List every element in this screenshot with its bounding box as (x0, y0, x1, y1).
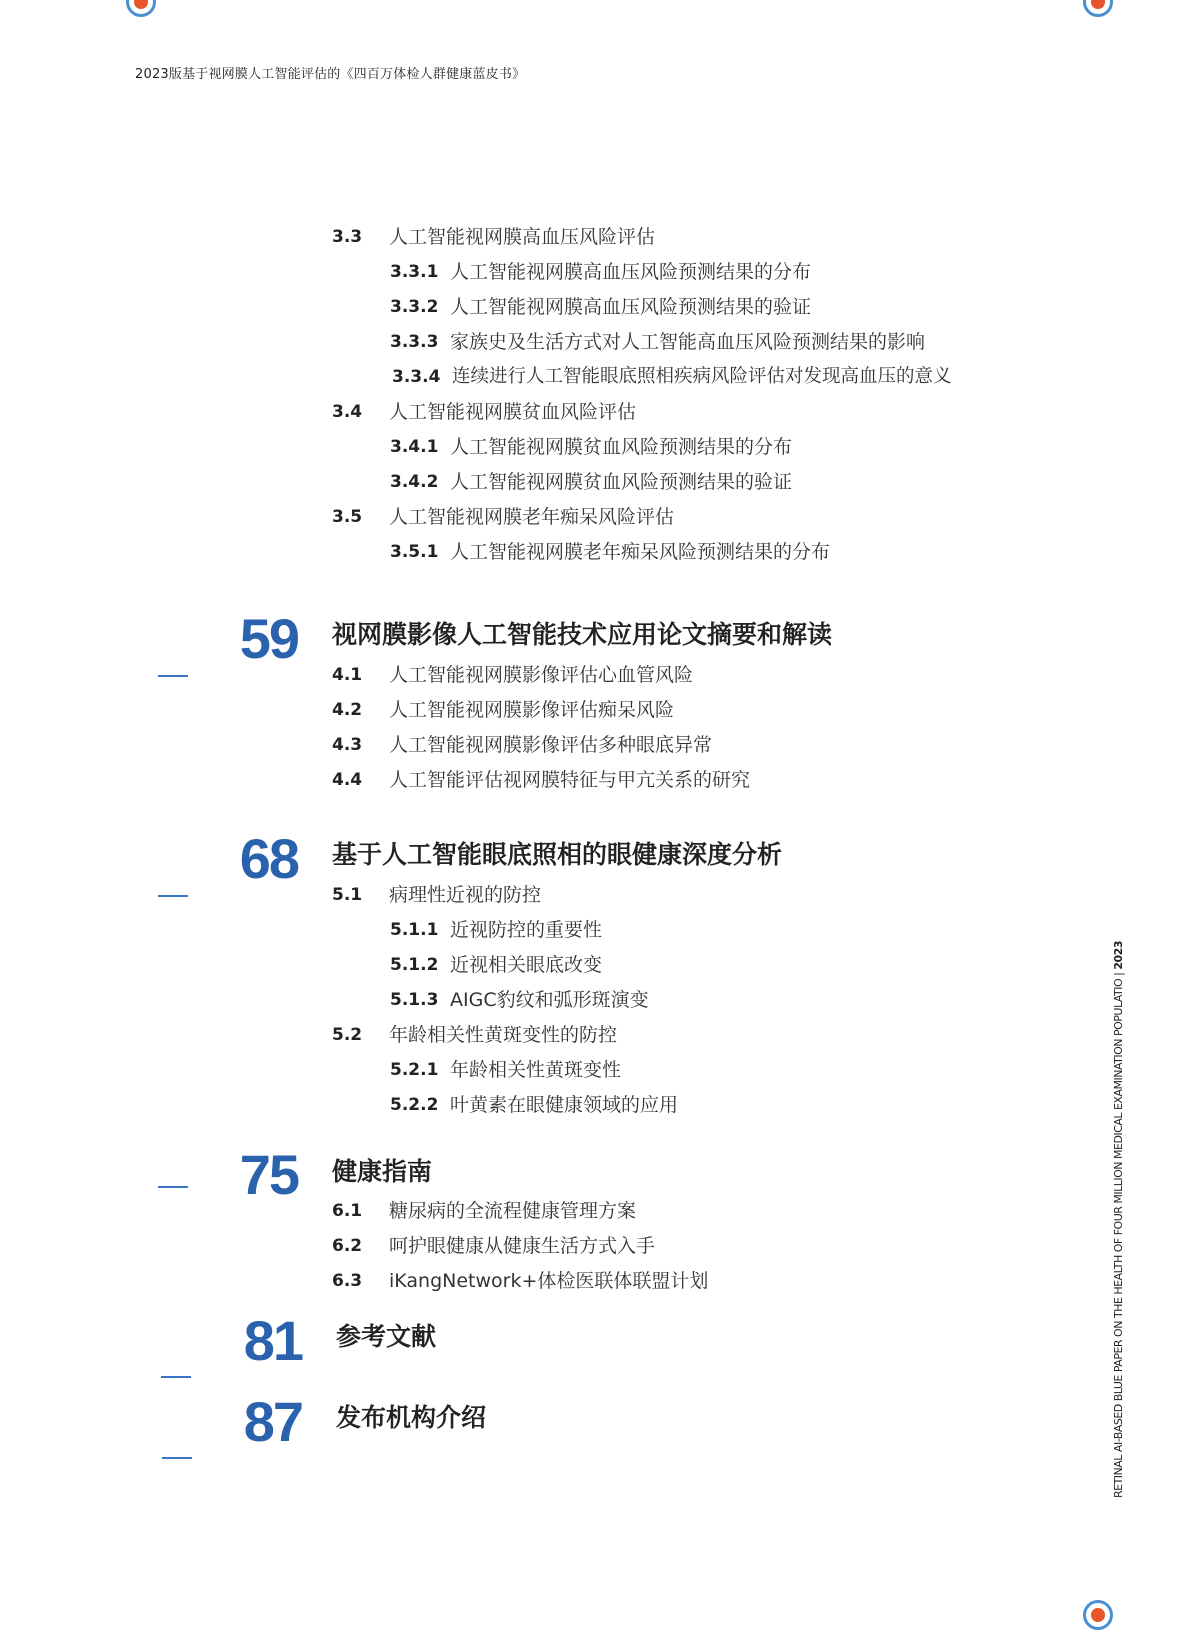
chapter-title[interactable]: 健康指南 (332, 1157, 433, 1186)
toc-number: 5.2 (332, 1025, 363, 1045)
chapter-page-number: 59 (239, 607, 298, 670)
toc-number: 3.5 (332, 507, 363, 527)
toc-title: 呵护眼健康从健康生活方式入手 (389, 1235, 656, 1257)
toc-number: 6.1 (332, 1201, 363, 1221)
header-title: 2023版基于视网膜人工智能评估的《四百万体检人群健康蓝皮书》 (135, 67, 526, 82)
toc-number: 3.3.4 (392, 367, 441, 387)
toc-number: 3.5.1 (390, 542, 439, 562)
toc-number: 5.1.1 (390, 920, 439, 940)
corner-mark-top-right (1083, 0, 1113, 17)
toc-title: 人工智能视网膜影像评估多种眼底异常 (389, 734, 713, 756)
toc-title: 连续进行人工智能眼底照相疾病风险评估对发现高血压的意义 (452, 366, 952, 387)
toc-number: 3.3.2 (390, 297, 439, 317)
chapter-title[interactable]: 参考文献 (336, 1322, 437, 1351)
toc-title: 人工智能视网膜贫血风险预测结果的分布 (450, 436, 793, 458)
toc-title: 近视防控的重要性 (450, 919, 603, 941)
corner-mark-top-left (126, 0, 156, 17)
toc-title: 年龄相关性黄斑变性 (450, 1059, 622, 1081)
chapter-page-number: 81 (243, 1309, 302, 1372)
toc-title: 人工智能视网膜高血压风险预测结果的验证 (450, 296, 812, 318)
toc-number: 6.3 (332, 1271, 363, 1291)
chapter-dash (158, 675, 188, 677)
chapter-dash (161, 1376, 191, 1378)
toc-title: 人工智能视网膜高血压风险预测结果的分布 (450, 261, 812, 283)
toc-title: 人工智能评估视网膜特征与甲亢关系的研究 (389, 769, 751, 791)
toc-number: 5.1.3 (390, 990, 439, 1010)
toc-number: 4.4 (332, 770, 363, 790)
toc-number: 3.3.1 (390, 262, 439, 282)
side-title-text: RETINAL AI-BASED BLUE PAPER ON THE HEALTH OF FOUR MILLION MEDICAL EXAMINATION POPULATIO (1112, 978, 1125, 1498)
toc-number: 4.3 (332, 735, 363, 755)
chapter-page-number: 68 (239, 827, 298, 890)
toc-title: 近视相关眼底改变 (450, 954, 603, 976)
toc-title: 年龄相关性黄斑变性的防控 (389, 1024, 618, 1046)
toc-title: 家族史及生活方式对人工智能高血压风险预测结果的影响 (450, 331, 926, 353)
toc-title: 糖尿病的全流程健康管理方案 (389, 1200, 637, 1222)
chapter-title[interactable]: 基于人工智能眼底照相的眼健康深度分析 (332, 840, 783, 869)
toc-number: 6.2 (332, 1236, 363, 1256)
chapter-page-number: 75 (239, 1143, 298, 1206)
toc-number: 3.3.3 (390, 332, 439, 352)
toc-title: 人工智能视网膜高血压风险评估 (389, 226, 656, 248)
toc-title: 人工智能视网膜老年痴呆风险评估 (389, 506, 675, 528)
chapter-title[interactable]: 视网膜影像人工智能技术应用论文摘要和解读 (332, 620, 833, 649)
side-title-separator: | (1112, 972, 1125, 976)
chapter-dash (158, 1186, 188, 1188)
toc-number: 4.1 (332, 665, 363, 685)
chapter-page-number: 87 (243, 1390, 302, 1453)
toc-title: 人工智能视网膜老年痴呆风险预测结果的分布 (450, 541, 831, 563)
toc-title: 人工智能视网膜影像评估痴呆风险 (389, 699, 675, 721)
toc-number: 4.2 (332, 700, 363, 720)
toc-number: 3.3 (332, 227, 363, 247)
toc-number: 5.1 (332, 885, 363, 905)
toc-title: 人工智能视网膜贫血风险评估 (389, 401, 637, 423)
toc-number: 5.1.2 (390, 955, 439, 975)
toc-title: 病理性近视的防控 (389, 884, 542, 906)
side-vertical-title (1112, 941, 1125, 1498)
toc-title: iKangNetwork+体检医联体联盟计划 (389, 1270, 709, 1292)
toc-number: 5.2.2 (390, 1095, 439, 1115)
chapter-title[interactable]: 发布机构介绍 (336, 1403, 487, 1432)
toc-number: 5.2.1 (390, 1060, 439, 1080)
side-title-year: 2023 (1112, 941, 1125, 970)
toc-title: 人工智能视网膜影像评估心血管风险 (389, 664, 694, 686)
toc-title: 叶黄素在眼健康领域的应用 (450, 1094, 679, 1116)
corner-mark-bottom-right (1083, 1600, 1113, 1630)
chapter-dash (162, 1457, 192, 1459)
toc-number: 3.4.1 (390, 437, 439, 457)
toc-title: 人工智能视网膜贫血风险预测结果的验证 (450, 471, 793, 493)
toc-number: 3.4.2 (390, 472, 439, 492)
toc-title: AIGC豹纹和弧形斑演变 (450, 989, 649, 1011)
chapter-dash (158, 895, 188, 897)
toc-number: 3.4 (332, 402, 363, 422)
